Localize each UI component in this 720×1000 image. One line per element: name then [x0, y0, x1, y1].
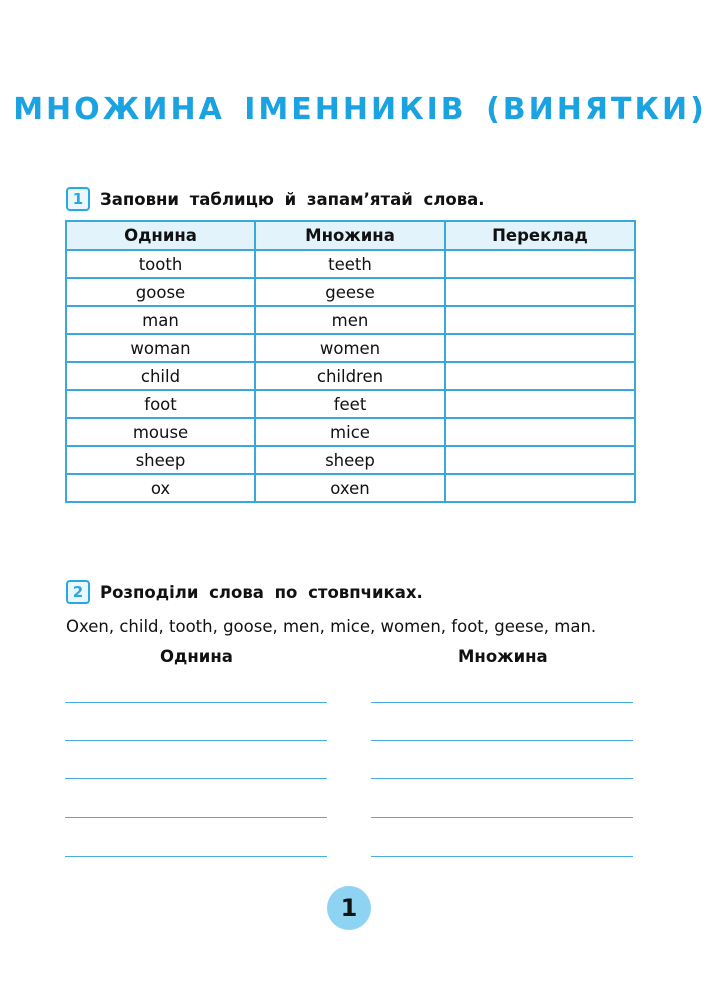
- page-title: МНОЖИНА ІМЕННИКІВ (ВИНЯТКИ): [13, 92, 707, 127]
- plural-cell: mice: [255, 418, 445, 446]
- translation-cell[interactable]: [445, 446, 635, 474]
- task-2-heading: [66, 580, 423, 604]
- translation-cell[interactable]: [445, 306, 635, 334]
- translation-cell[interactable]: [445, 362, 635, 390]
- task-1-instruction: Заповни таблицю й запам’ятай слова.: [100, 189, 485, 209]
- task-2-instruction: Розподіли слова по стовпчиках.: [100, 582, 423, 602]
- task-number-badge: 2: [66, 580, 90, 604]
- singular-cell: ox: [66, 474, 255, 502]
- translation-cell[interactable]: [445, 418, 635, 446]
- plural-cell: geese: [255, 278, 445, 306]
- column-heading-plural: Множина: [458, 647, 548, 666]
- translation-cell[interactable]: [445, 250, 635, 278]
- singular-cell: man: [66, 306, 255, 334]
- task-1-heading: [66, 187, 485, 211]
- column-heading-singular: Однина: [160, 647, 233, 666]
- header-singular: Однина: [66, 221, 255, 250]
- answer-line-plural[interactable]: [371, 856, 633, 857]
- translation-cell[interactable]: [445, 474, 635, 502]
- table-row: [66, 390, 635, 418]
- table-row: [66, 334, 635, 362]
- table-header-row: [66, 221, 635, 250]
- word-list: Oxen, child, tooth, goose, men, mice, women, foot, geese, man.: [66, 617, 597, 636]
- table-row: [66, 446, 635, 474]
- plural-cell: women: [255, 334, 445, 362]
- table-row: [66, 474, 635, 502]
- plural-cell: sheep: [255, 446, 445, 474]
- translation-cell[interactable]: [445, 334, 635, 362]
- answer-line-singular[interactable]: [65, 778, 327, 779]
- singular-cell: mouse: [66, 418, 255, 446]
- singular-cell: foot: [66, 390, 255, 418]
- page-number: 1: [327, 886, 371, 930]
- plural-cell: men: [255, 306, 445, 334]
- translation-cell[interactable]: [445, 278, 635, 306]
- singular-cell: goose: [66, 278, 255, 306]
- plural-cell: teeth: [255, 250, 445, 278]
- task-number-badge: 1: [66, 187, 90, 211]
- answer-line-plural[interactable]: [371, 778, 633, 779]
- header-translation: Переклад: [445, 221, 635, 250]
- singular-cell: tooth: [66, 250, 255, 278]
- answer-line-singular[interactable]: [65, 856, 327, 857]
- plural-nouns-table: [65, 220, 636, 503]
- plural-cell: feet: [255, 390, 445, 418]
- singular-cell: sheep: [66, 446, 255, 474]
- answer-line-singular[interactable]: [65, 702, 327, 703]
- answer-line-singular[interactable]: [65, 740, 327, 741]
- table-row: [66, 278, 635, 306]
- plural-cell: children: [255, 362, 445, 390]
- singular-cell: child: [66, 362, 255, 390]
- answer-line-plural[interactable]: [371, 702, 633, 703]
- answer-line-plural[interactable]: [371, 817, 633, 818]
- header-plural: Множина: [255, 221, 445, 250]
- singular-cell: woman: [66, 334, 255, 362]
- plural-cell: oxen: [255, 474, 445, 502]
- table-row: [66, 250, 635, 278]
- translation-cell[interactable]: [445, 390, 635, 418]
- answer-line-singular[interactable]: [65, 817, 327, 818]
- table-row: [66, 306, 635, 334]
- table-row: [66, 418, 635, 446]
- answer-line-plural[interactable]: [371, 740, 633, 741]
- table-row: [66, 362, 635, 390]
